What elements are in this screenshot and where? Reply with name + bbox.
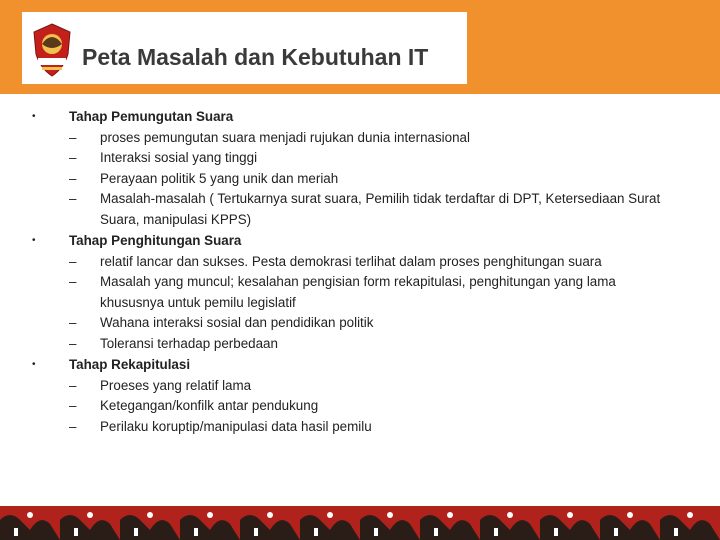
- dash-icon: –: [69, 377, 77, 393]
- dash-icon: –: [69, 418, 77, 434]
- sub-item: – relatif lancar dan sukses. Pesta demokrasi terlihat dalam proses penghitungan suara: [69, 252, 672, 273]
- sub-item: – Ketegangan/konfilk antar pendukung: [69, 396, 672, 417]
- item-label: Tahap Penghitungan Suara: [69, 233, 242, 248]
- item-label: Tahap Rekapitulasi: [69, 357, 191, 372]
- dash-icon: –: [69, 398, 77, 413]
- bullet-icon: •: [32, 111, 36, 122]
- sub-item: – Wahana interaksi sosial dan pendidikan politik: [69, 313, 672, 334]
- sub-item: – Perilaku koruptip/manipulasi data hasil pemilu: [69, 417, 672, 438]
- sub-item: – Perayaan politik 5 yang unik dan meriah: [69, 169, 672, 190]
- dash-icon: –: [69, 253, 77, 269]
- dash-icon: –: [69, 129, 77, 145]
- kpu-garuda-logo-icon: [30, 22, 74, 78]
- bullet-icon: •: [32, 359, 36, 370]
- dash-icon: –: [69, 315, 77, 330]
- bullet-icon: •: [32, 235, 36, 246]
- list-item: [32, 354, 672, 437]
- list-item: [32, 106, 672, 230]
- sub-item: – proses pemungutan suara menjadi rujukan dunia internasional: [69, 128, 672, 149]
- sub-item: – Proeses yang relatif lama: [69, 376, 672, 397]
- dash-icon: –: [69, 150, 77, 165]
- dash-icon: –: [69, 274, 77, 289]
- decorative-footer-pattern: [0, 506, 720, 540]
- dash-icon: –: [69, 335, 77, 351]
- content-list: [32, 106, 672, 437]
- list-item: [32, 230, 672, 354]
- sub-item: – Masalah yang muncul; kesalahan pengisian form rekapitulasi, penghitungan yang lama khususnya untuk pemilu legislatif: [69, 274, 616, 310]
- item-label: Tahap Pemungutan Suara: [69, 109, 234, 124]
- sub-item: – Masalah-masalah ( Tertukarnya surat suara, Pemilih tidak terdaftar di DPT, Ketersediaan Surat Suara, manipulasi KPPS): [69, 191, 661, 227]
- dash-icon: –: [69, 170, 77, 186]
- page-title: Peta Masalah dan Kebutuhan IT: [82, 44, 429, 70]
- sub-item: – Interaksi sosial yang tinggi: [69, 148, 672, 169]
- sub-item: – Toleransi terhadap perbedaan: [69, 334, 672, 355]
- dash-icon: –: [69, 191, 77, 206]
